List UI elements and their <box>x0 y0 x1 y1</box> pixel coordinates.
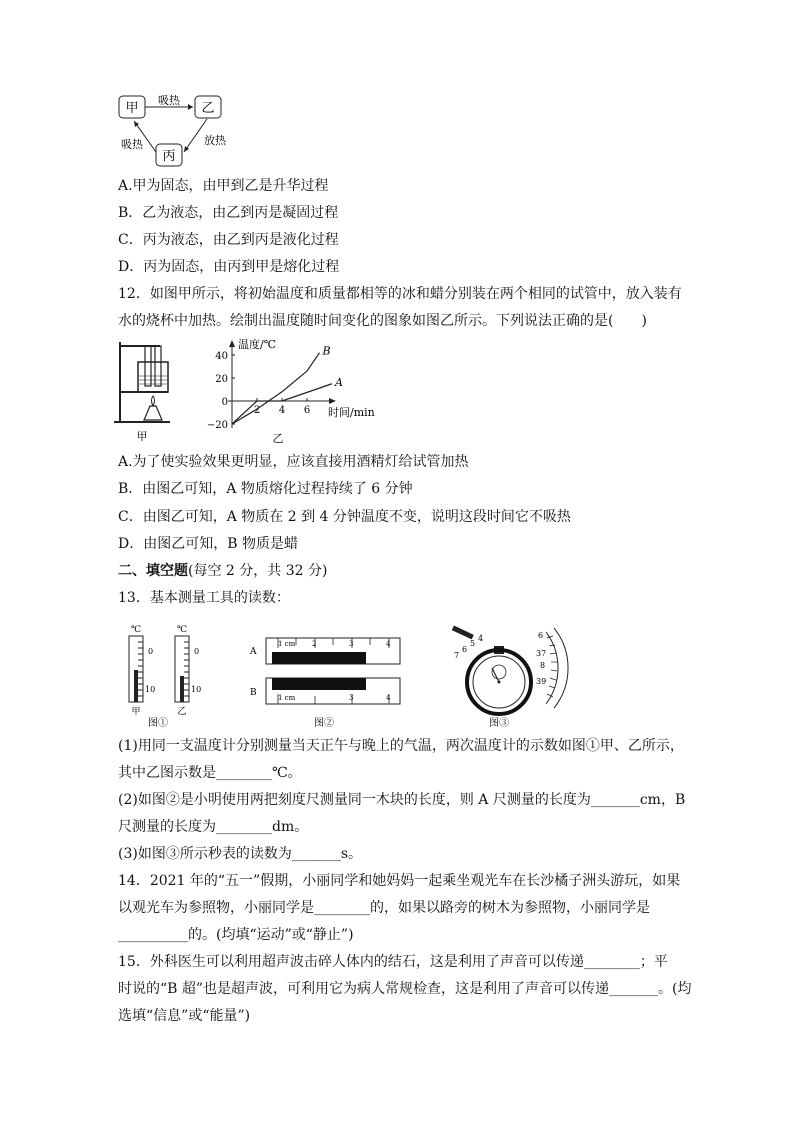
section-heading-note: (每空 2 分，共 32 分) <box>188 563 328 579</box>
state-cycle-diagram <box>112 92 242 172</box>
stopwatch-inner-4: 4 <box>478 634 484 643</box>
q13-part3: (3)如图③所示秒表的读数为_______s。 <box>118 846 363 862</box>
edge-ab-label: 吸热 <box>158 94 180 107</box>
section-heading <box>118 561 327 581</box>
ruler-a-label: A <box>250 647 257 657</box>
thermo-left-tick-10: 10 <box>145 685 156 694</box>
ruler-a-tick-3: 3 <box>349 640 354 648</box>
ruler-figure <box>244 634 408 730</box>
ruler-b-label: B <box>250 688 257 698</box>
thermo-right-tick-0: 0 <box>194 647 200 656</box>
series-label-b: B <box>322 344 331 358</box>
y-tick-label: 0 <box>221 397 228 408</box>
edge-bc-label: 放热 <box>204 134 226 147</box>
node-jia: 甲 <box>125 101 139 116</box>
stopwatch-inner-7: 7 <box>454 651 460 660</box>
stopwatch-outer-8: 8 <box>540 661 546 670</box>
thermo-left-label: 甲 <box>131 707 141 717</box>
arrow-bc-head <box>184 146 189 152</box>
arrow-ab-head <box>188 104 193 110</box>
temperature-time-chart <box>206 336 375 448</box>
q14-line1: 14．2021 年的“五一”假期，小丽同学和她妈妈一起乘坐观光车在长沙橘子洲头游玩，如果 <box>118 873 681 889</box>
q11-option-d: D．丙为固态，由丙到甲是熔化过程 <box>118 259 340 275</box>
thermo-right-tick-10: 10 <box>191 685 202 694</box>
q11-option-a: A.甲为固态，由甲到乙是升华过程 <box>118 178 329 194</box>
stopwatch-outer-39: 39 <box>536 677 547 686</box>
q13-part1-line1: (1)用同一支温度计分别测量当天正午与晚上的气温，两次温度计的示数如图①甲、乙所示， <box>118 738 684 754</box>
series-line-a <box>232 384 332 424</box>
q15-line2: 时说的“B 超”也是超声波，可利用它为病人常规检查，这是利用了声音可以传递_______。(均 <box>118 981 692 997</box>
q12-option-d: D．由图乙可知，B 物质是蜡 <box>118 536 298 552</box>
q13-part2-line2: 尺测量的长度为________dm。 <box>118 819 309 835</box>
q11-option-b: B．乙为液态，由乙到丙是凝固过程 <box>118 205 339 221</box>
ruler-b-tick-4: 4 <box>386 694 391 702</box>
q15-line1: 15．外科医生可以利用超声波击碎人体内的结石，这是利用了声音可以传递________；平 <box>118 954 668 970</box>
series-label-a: A <box>335 375 343 389</box>
y-axis-arrow <box>229 340 235 347</box>
q12-stem-line2: 水的烧杯中加热。绘制出温度随时间变化的图象如图乙所示。下列说法正确的是( ) <box>118 313 647 329</box>
thermo-left-unit: ℃ <box>130 625 142 635</box>
node-yi: 乙 <box>201 101 215 116</box>
thermometer-figure <box>112 622 208 730</box>
x-tick-label: 6 <box>303 405 311 416</box>
y-tick-label: −20 <box>206 420 228 431</box>
stopwatch-outer-6: 6 <box>538 631 544 640</box>
section-heading-title: 二、填空题 <box>118 563 188 579</box>
ruler-b-tick-3: 3 <box>349 694 354 702</box>
ruler-a-tick-2: 2 <box>312 640 317 648</box>
q14-line3: __________的。(均填“运动”或“静止”) <box>118 927 354 943</box>
q12-option-b: B．由图乙可知，A 物质熔化过程持续了 6 分钟 <box>118 481 413 497</box>
thermo-left-tick-0: 0 <box>148 647 154 656</box>
fig-yi-caption: 乙 <box>272 432 284 445</box>
y-tick-label: 20 <box>215 374 228 385</box>
q13-part2-line1: (2)如图②是小明使用两把刻度尺测量同一木块的长度，则 A 尺测量的长度为_______cm，B <box>118 792 686 808</box>
ruler-a-tick-1: 1 cm <box>278 640 296 648</box>
q13-stem: 13．基本测量工具的读数： <box>118 590 290 606</box>
arrow-ca-head <box>134 121 139 127</box>
q15-line3: 选填“信息”或“能量”) <box>118 1008 251 1024</box>
q12-option-a: A.为了使实验效果更明显，应该直接用酒精灯给试管加热 <box>118 454 469 470</box>
x-tick-label: 2 <box>253 405 261 416</box>
edge-ca-label: 吸热 <box>121 138 143 151</box>
ruler-a-tick-4: 4 <box>386 640 391 648</box>
x-axis-label: 时间/min <box>328 406 375 419</box>
q12-option-c: C．由图乙可知，A 物质在 2 到 4 分钟温度不变，说明这段时间它不吸热 <box>118 509 571 525</box>
stopwatch-outer-37: 37 <box>536 649 547 658</box>
q11-option-c: C．丙为液态，由乙到丙是液化过程 <box>118 232 339 248</box>
stopwatch-inner-6: 6 <box>462 645 468 654</box>
stopwatch-inner-5: 5 <box>470 639 476 648</box>
fig3-caption: 图③ <box>489 718 509 729</box>
q13-part1-line2: 其中乙图示数是________℃。 <box>118 765 302 781</box>
heating-apparatus-figure <box>112 336 172 446</box>
fig-jia-caption: 甲 <box>136 430 148 443</box>
ruler-b-tick-1: 1 cm <box>278 694 296 702</box>
thermo-right-unit: ℃ <box>176 625 188 635</box>
node-bing: 丙 <box>162 149 176 164</box>
x-tick-label: 4 <box>278 405 286 416</box>
y-tick-label: 40 <box>215 351 228 362</box>
thermo-right-label: 乙 <box>177 707 187 717</box>
q12-stem-line1: 12．如图甲所示，将初始温度和质量都相等的冰和蜡分别装在两个相同的试管中，放入装有 <box>118 286 682 302</box>
stopwatch-figure <box>446 622 572 730</box>
x-axis-arrow <box>329 398 336 404</box>
q14-line2: 以观光车为参照物，小丽同学是________的，如果以路旁的树木为参照物，小丽同学是 <box>118 900 650 916</box>
fig2-caption: 图② <box>314 718 334 729</box>
y-axis-label: 温度/℃ <box>238 338 277 351</box>
fig1-caption: 图① <box>148 718 168 729</box>
